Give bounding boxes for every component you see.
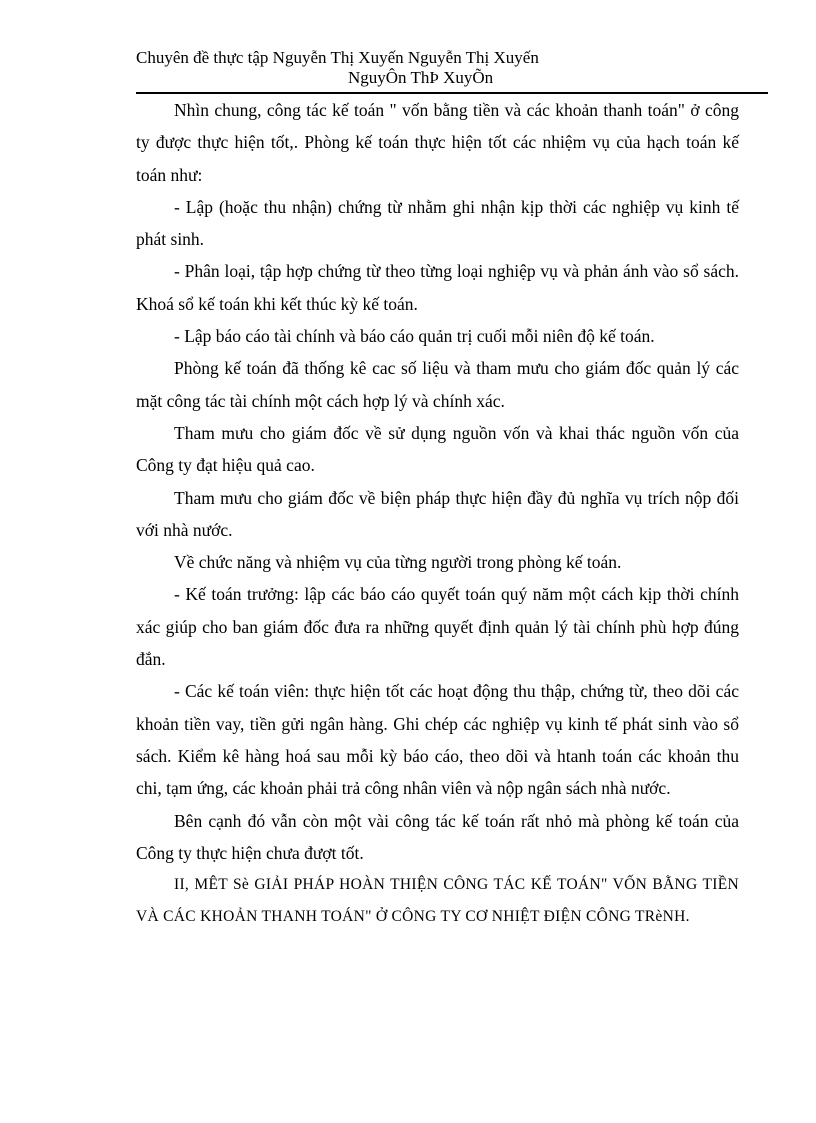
header-author: NguyÔn ThÞ XuyÕn — [348, 68, 494, 87]
paragraph: - Phân loại, tập hợp chứng từ theo từng loại nghiệp vụ và phản ánh vào sổ sách. Khoá sổ kế toán khi kết thúc kỳ kế toán. — [136, 261, 739, 314]
page-header — [136, 48, 768, 88]
paragraph: - Lập báo cáo tài chính và báo cáo quản trị cuối mỗi niên độ kế toán. — [174, 326, 655, 347]
header-title: Chuyên đề thực tập Nguyễn Thị Xuyến Nguyễn Thị Xuyến — [136, 48, 539, 67]
paragraph: - Lập (hoặc thu nhận) chứng từ nhằm ghi nhận kịp thời các nghiệp vụ kinh tế phát sinh. — [136, 196, 739, 250]
document-body — [136, 94, 739, 933]
paragraph: - Kế toán trưởng: lập các báo cáo quyết toán quý năm một cách kịp thời chính xác giúp cho ban giám đốc đưa ra những quyết định quản lý tài chính phù hợp đúng đắn. — [136, 584, 739, 670]
paragraph: - Các kế toán viên: thực hiện tốt các hoạt động thu thập, chứng từ, theo dõi các khoản tiền vay, tiền gửi ngân hàng. Ghi chép các nghiệp vụ kinh tế phát sinh vào sổ sách. Kiểm kê hàng hoá sau mỗi kỳ báo cáo, theo dõi và htanh toán các khoản thu chi, tạm ứng, các khoản phải trả công nhân viên và nộp ngân sách nhà nước. — [136, 681, 739, 799]
paragraph: Phòng kế toán đã thống kê cac số liệu và tham mưu cho giám đốc quản lý các mặt công tác tài chính một cách hợp lý và chính xác. — [136, 358, 739, 411]
paragraph: Nhìn chung, công tác kế toán " vốn bằng tiền và các khoản thanh toán" ở công ty được thực hiện tốt,. Phòng kế toán thực hiện tốt các nhiệm vụ của hạch toán kế toán như: — [136, 100, 739, 185]
section-heading: II, MÊT Sè GIẢI PHÁP HOÀN THIỆN CÔNG TÁC KẾ TOÁN" VỐN BẰNG TIỀN VÀ CÁC KHOẢN THANH TOÁN" Ở CÔNG TY CƠ NHIỆT ĐIỆN CÔNG TRèNH. — [136, 876, 739, 926]
paragraph: Bên cạnh đó vẫn còn một vài công tác kế toán rất nhỏ mà phòng kế toán của Công ty thực hiện chưa đượt tốt. — [136, 810, 739, 863]
paragraph: Về chức năng và nhiệm vụ của từng người trong phòng kế toán. — [174, 552, 622, 573]
paragraph: Tham mưu cho giám đốc về biện pháp thực hiện đầy đủ nghĩa vụ trích nộp đối với nhà nước. — [136, 487, 739, 540]
paragraph: Tham mưu cho giám đốc về sử dụng nguồn vốn và khai thác nguồn vốn của Công ty đạt hiệu quả cao. — [136, 422, 739, 476]
